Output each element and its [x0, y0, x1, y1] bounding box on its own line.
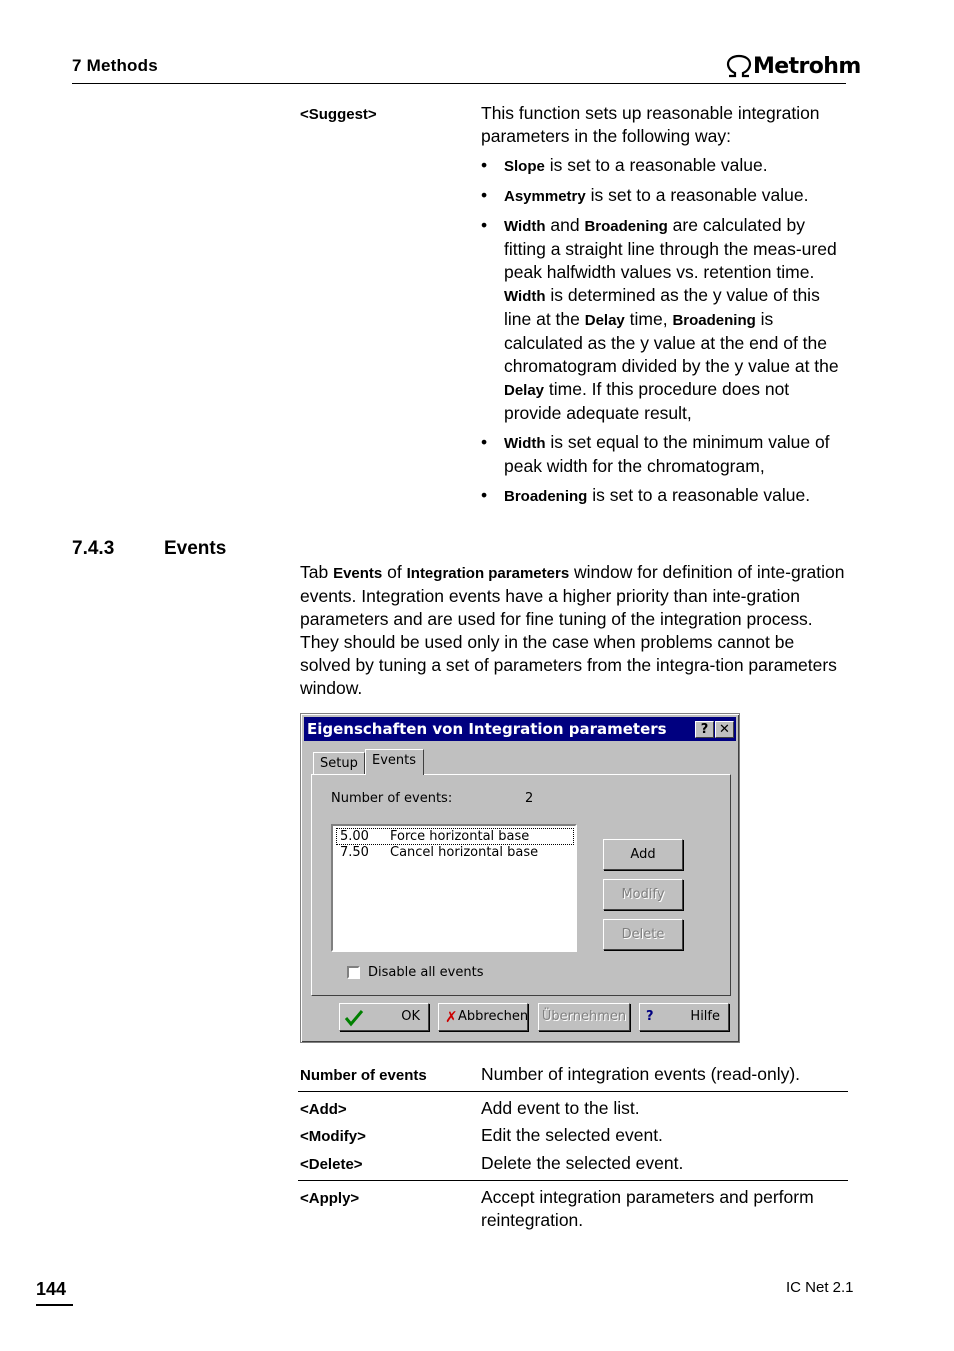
header-rule: [72, 83, 846, 84]
cancel-x-icon: ✗: [445, 1008, 458, 1026]
suggest-bullet-list: [481, 154, 851, 508]
tab-events[interactable]: Events: [365, 749, 424, 775]
delete-button[interactable]: Delete: [603, 919, 683, 950]
section-paragraph: Tab Events of Integration parameters window for definition of inte-gration events. Integration events have a higher priority than inte-gration parameters and are used for fine tuning of the integration process. They should be used only in the case when problems cannot be solved by tuning a set of parameters from the integra-tion parameters window.: [300, 562, 845, 698]
disable-all-label: Disable all events: [368, 965, 484, 980]
section-title: Events: [164, 538, 227, 559]
bullet-width-minimum: • Width is set equal to the minimum value of peak width for the chromatogram,: [481, 431, 851, 478]
cancel-button[interactable]: ✗ Abbrechen: [438, 1003, 528, 1031]
definition-desc-modify: Edit the selected event.: [481, 1125, 663, 1145]
table-divider: [298, 1091, 848, 1092]
metrohm-logo: [725, 52, 861, 80]
page-number: 144: [36, 1279, 67, 1299]
disable-all-checkbox[interactable]: [347, 966, 360, 979]
close-button[interactable]: ✕: [715, 721, 734, 738]
tab-setup[interactable]: Setup: [313, 752, 365, 774]
help-button[interactable]: ? Hilfe: [639, 1003, 729, 1031]
definition-desc-number-of-events: Number of integration events (read-only).: [481, 1064, 801, 1084]
help-question-icon: ?: [646, 1009, 654, 1024]
definition-term-delete: <Delete>: [300, 1156, 363, 1173]
bullet-slope: • Slope is set to a reasonable value.: [481, 154, 851, 178]
definition-term-add: <Add>: [300, 1101, 347, 1118]
dialog-titlebar: [304, 717, 736, 741]
logo-text: Metrohm: [753, 53, 861, 79]
definition-desc-add: Add event to the list.: [481, 1098, 640, 1118]
definition-term-apply: <Apply>: [300, 1190, 360, 1207]
product-name: IC Net 2.1: [786, 1279, 854, 1296]
footer-rule: [36, 1304, 73, 1306]
list-item[interactable]: 5.00 Force horizontal base: [337, 829, 573, 844]
ok-button[interactable]: OK: [339, 1003, 429, 1031]
definition-term-number-of-events: Number of events: [300, 1067, 427, 1084]
omega-icon: [725, 54, 753, 78]
bullet-width-broadening: • Width and Broadening are calculated by fitting a straight line through the meas-ured peak halfwidth values vs. retention time. Width is determined as the y value of this line at the Delay time, Broadening is calculated as the y value at the end of the chromatogram divided by the y value at the Delay time. If this procedure does not provide adequate result,: [481, 214, 851, 425]
list-item[interactable]: 7.50 Cancel horizontal base: [340, 845, 539, 860]
apply-button[interactable]: Übernehmen: [538, 1003, 630, 1031]
add-button[interactable]: Add: [603, 839, 683, 870]
modify-button[interactable]: Modify: [603, 879, 683, 910]
help-title-button[interactable]: ?: [695, 721, 714, 738]
checkmark-icon: [344, 1009, 364, 1027]
events-count-label: Number of events:: [331, 791, 453, 806]
suggest-description: [481, 102, 851, 514]
events-list[interactable]: [331, 824, 577, 952]
table-divider: [298, 1180, 848, 1181]
dialog-title: Eigenschaften von Integration parameters: [307, 720, 667, 738]
definition-desc-apply: Accept integration parameters and perform reintegration.: [481, 1187, 814, 1230]
definition-desc-delete: Delete the selected event.: [481, 1153, 684, 1173]
events-count-value: 2: [525, 791, 534, 806]
chapter-heading: 7 Methods: [72, 56, 158, 75]
section-number: 7.4.3: [72, 538, 115, 559]
definition-term-modify: <Modify>: [300, 1128, 366, 1145]
bullet-asymmetry: • Asymmetry is set to a reasonable value.: [481, 184, 851, 208]
suggest-intro: This function sets up reasonable integration parameters in the following way:: [481, 103, 820, 146]
bullet-broadening: • Broadening is set to a reasonable value.: [481, 484, 851, 508]
integration-parameters-dialog: [300, 713, 740, 1043]
suggest-label: <Suggest>: [300, 106, 377, 123]
